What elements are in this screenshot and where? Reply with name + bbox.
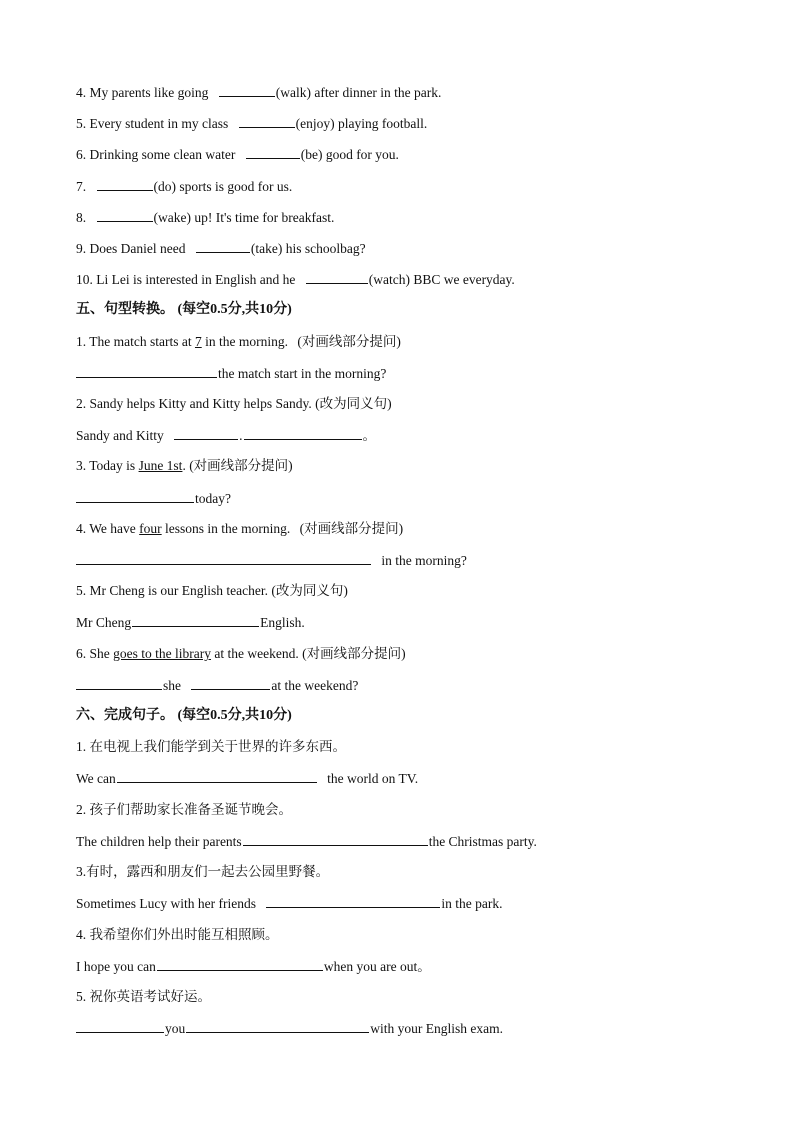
question-text: 2. Sandy helps Kitty and Kitty helps Sandy. xyxy=(76,396,312,411)
question-4-7 xyxy=(76,177,292,195)
answer-text: in the morning? xyxy=(381,553,467,568)
question-text: sports is good for us. xyxy=(179,179,293,194)
question-6-3-chinese: 3.有时，露西和朋友们一起去公园里野餐。 xyxy=(76,864,330,879)
answer-blank[interactable] xyxy=(132,613,259,627)
question-text: at the weekend. xyxy=(214,646,299,661)
answer-blank[interactable] xyxy=(117,769,317,783)
question-text: 6. Drinking some clean water xyxy=(76,147,236,162)
question-6-2-chinese: 2. 孩子们帮助家长准备圣诞节晚会。 xyxy=(76,802,292,817)
question-text: 8. xyxy=(76,210,87,225)
question-text: after dinner in the park. xyxy=(314,85,442,100)
answer-blank[interactable] xyxy=(76,364,217,378)
question-6-4-chinese: 4. 我希望你们外出时能互相照顾。 xyxy=(76,927,279,942)
answer-blank[interactable] xyxy=(76,551,371,565)
question-4-5 xyxy=(76,114,427,132)
instruction-note: (改为同义句) xyxy=(315,396,392,411)
question-4-4 xyxy=(76,83,441,101)
answer-5-6 xyxy=(76,676,358,694)
answer-text: the Christmas party. xyxy=(428,834,537,849)
answer-blank[interactable] xyxy=(196,239,250,253)
hint-word: (enjoy) xyxy=(295,116,335,131)
answer-text: when you are out。 xyxy=(323,959,431,974)
answer-5-5 xyxy=(76,613,305,631)
section-5-heading: 五、句型转换。 (每空0.5分,共10分) xyxy=(76,302,292,317)
question-text: 6. She xyxy=(76,646,110,661)
question-text: up! It's time for breakfast. xyxy=(194,210,335,225)
answer-6-4 xyxy=(76,957,431,975)
question-text: . xyxy=(182,458,186,473)
question-text: 5. Mr Cheng is our English teacher. xyxy=(76,583,268,598)
question-6-5-chinese: 5. 祝你英语考试好运。 xyxy=(76,989,211,1004)
hint-word: (do) xyxy=(153,179,176,194)
answer-text: We can xyxy=(76,771,116,786)
answer-text: today? xyxy=(195,491,231,506)
answer-blank[interactable] xyxy=(239,114,295,128)
instruction-note: (对画线部分提问) xyxy=(189,458,293,473)
instruction-note: (改为同义句) xyxy=(271,583,348,598)
question-6-1-chinese: 1. 在电视上我们能学到关于世界的许多东西。 xyxy=(76,739,346,754)
answer-blank[interactable] xyxy=(246,145,300,159)
question-5-3 xyxy=(76,457,293,475)
question-5-2 xyxy=(76,395,392,413)
answer-5-1 xyxy=(76,364,386,382)
question-text: lessons in the morning. xyxy=(165,521,291,536)
instruction-note: (对画线部分提问) xyxy=(302,646,406,661)
answer-text: she xyxy=(163,678,181,693)
underlined-part: June 1st xyxy=(138,458,183,473)
answer-6-5 xyxy=(76,1019,503,1037)
answer-blank[interactable] xyxy=(244,426,362,440)
underlined-part: goes to the library xyxy=(113,646,211,661)
question-text: 1. The match starts at xyxy=(76,334,192,349)
answer-blank[interactable] xyxy=(306,270,368,284)
question-text: 4. We have xyxy=(76,521,136,536)
answer-blank[interactable] xyxy=(243,832,428,846)
question-text: 10. Li Lei is interested in English and he xyxy=(76,272,296,287)
question-5-4 xyxy=(76,520,403,538)
answer-5-4 xyxy=(76,551,467,569)
answer-blank[interactable] xyxy=(76,1019,164,1033)
underlined-part: four xyxy=(139,521,162,536)
answer-text: the world on TV. xyxy=(327,771,419,786)
question-4-10 xyxy=(76,270,515,288)
answer-6-3 xyxy=(76,894,502,912)
question-text: playing football. xyxy=(337,116,428,131)
question-text: BBC we everyday. xyxy=(413,272,515,287)
answer-text: 。 xyxy=(362,428,376,443)
hint-word: (wake) xyxy=(153,210,191,225)
question-5-6 xyxy=(76,645,406,663)
answer-text: in the park. xyxy=(441,896,503,911)
answer-text: at the weekend? xyxy=(271,678,359,693)
answer-blank[interactable] xyxy=(266,894,440,908)
answer-blank[interactable] xyxy=(97,177,153,191)
answer-blank[interactable] xyxy=(219,83,275,97)
question-text: 4. My parents like going xyxy=(76,85,209,100)
answer-text: English. xyxy=(260,615,305,630)
underlined-part: 7 xyxy=(194,334,202,349)
question-text: his schoolbag? xyxy=(285,241,366,256)
question-4-6 xyxy=(76,145,399,163)
question-5-5 xyxy=(76,582,348,600)
answer-text: you xyxy=(165,1021,186,1036)
answer-6-1 xyxy=(76,769,418,787)
answer-blank[interactable] xyxy=(76,489,194,503)
section-6-heading: 六、完成句子。 (每空0.5分,共10分) xyxy=(76,708,292,723)
answer-blank[interactable] xyxy=(174,426,238,440)
hint-word: (be) xyxy=(300,147,323,162)
hint-word: (walk) xyxy=(275,85,311,100)
answer-6-2 xyxy=(76,832,537,850)
hint-word: (watch) xyxy=(368,272,410,287)
answer-blank[interactable] xyxy=(157,957,323,971)
answer-text: Mr Cheng xyxy=(76,615,132,630)
answer-text: the match start in the morning? xyxy=(218,366,387,381)
answer-blank[interactable] xyxy=(186,1019,369,1033)
question-text: 5. Every student in my class xyxy=(76,116,229,131)
question-4-9 xyxy=(76,239,366,257)
question-text: 7. xyxy=(76,179,87,194)
question-text: good for you. xyxy=(325,147,399,162)
question-5-1 xyxy=(76,333,401,351)
question-4-8 xyxy=(76,208,334,226)
answer-blank[interactable] xyxy=(97,208,153,222)
instruction-note: (对画线部分提问) xyxy=(299,521,404,536)
answer-5-3 xyxy=(76,489,231,507)
answer-text: Sometimes Lucy with her friends xyxy=(76,896,256,911)
hint-word: (take) xyxy=(250,241,283,256)
answer-text: I hope you can xyxy=(76,959,156,974)
question-text: 9. Does Daniel need xyxy=(76,241,186,256)
answer-5-2 xyxy=(76,426,376,444)
answer-text: Sandy and Kitty xyxy=(76,428,164,443)
answer-text: with your English exam. xyxy=(370,1021,503,1036)
answer-text: The children help their parents xyxy=(76,834,242,849)
instruction-note: (对画线部分提问) xyxy=(297,334,401,349)
answer-text: . xyxy=(239,428,243,443)
question-text: in the morning. xyxy=(205,334,288,349)
answer-blank[interactable] xyxy=(76,676,162,690)
answer-blank[interactable] xyxy=(191,676,270,690)
question-text: 3. Today is xyxy=(76,458,136,473)
